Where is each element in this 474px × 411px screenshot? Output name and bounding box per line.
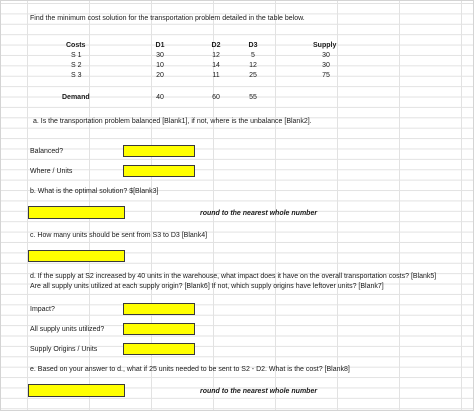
impact-label: Impact? xyxy=(30,306,55,313)
question-a: a. Is the transportation problem balanced [Blank1], if not, where is the unbalance [Blank2]. xyxy=(33,118,312,125)
supply-cell[interactable]: 30 xyxy=(322,52,330,59)
column-header-d2: D2 xyxy=(211,42,221,49)
demand-cell[interactable]: 55 xyxy=(249,94,257,101)
row-label-s2: S 2 xyxy=(71,62,82,69)
cost-cell[interactable]: 30 xyxy=(156,52,164,59)
impact-answer-input[interactable] xyxy=(123,303,195,315)
cost-cell[interactable]: 12 xyxy=(249,62,257,69)
supply-origins-label: Supply Origins / Units xyxy=(30,346,98,353)
optimal-solution-input[interactable] xyxy=(28,206,125,219)
demand-label: Demand xyxy=(62,94,90,101)
question-e: e. Based on your answer to d., what if 25 units needed to be sent to S2 - D2. What is the cost? [Blank8] xyxy=(30,366,350,373)
where-units-label: Where / Units xyxy=(30,168,73,175)
question-b: b. What is the optimal solution? $[Blank3] xyxy=(30,188,159,195)
supply-utilized-label: All supply units utilized? xyxy=(30,326,105,333)
demand-cell[interactable]: 40 xyxy=(156,94,164,101)
cost-cell[interactable]: 10 xyxy=(156,62,164,69)
cost-cell[interactable]: 25 xyxy=(249,72,257,79)
balanced-label: Balanced? xyxy=(30,148,64,155)
cost-answer-input[interactable] xyxy=(28,384,125,397)
supply-utilized-answer-input[interactable] xyxy=(123,323,195,335)
where-units-answer-input[interactable] xyxy=(123,165,195,177)
supply-cell[interactable]: 30 xyxy=(322,62,330,69)
supply-header: Supply xyxy=(313,42,337,49)
column-header-d1: D1 xyxy=(155,42,165,49)
cost-cell[interactable]: 20 xyxy=(156,72,164,79)
row-label-s1: S 1 xyxy=(71,52,82,59)
demand-cell[interactable]: 60 xyxy=(212,94,220,101)
row-label-s3: S 3 xyxy=(71,72,82,79)
balanced-answer-input[interactable] xyxy=(123,145,195,157)
supply-origins-answer-input[interactable] xyxy=(123,343,195,355)
question-c: c. How many units should be sent from S3 to D3 [Blank4] xyxy=(30,232,208,239)
supply-cell[interactable]: 75 xyxy=(322,72,330,79)
table-corner-label: Costs xyxy=(66,42,86,49)
question-d-line-2: Are all supply units utilized at each supply origin? [Blank6] If not, which supply origins have leftover units? [Blank7] xyxy=(30,283,384,290)
intro-text: Find the minimum cost solution for the transportation problem detailed in the table below. xyxy=(30,15,305,22)
round-note: round to the nearest whole number xyxy=(200,388,318,395)
cost-cell[interactable]: 11 xyxy=(212,72,220,79)
cost-cell[interactable]: 14 xyxy=(212,62,220,69)
round-note: round to the nearest whole number xyxy=(200,210,318,217)
s3-d3-units-input[interactable] xyxy=(28,250,125,262)
cost-cell[interactable]: 5 xyxy=(251,52,255,59)
column-header-d3: D3 xyxy=(248,42,258,49)
cost-cell[interactable]: 12 xyxy=(212,52,220,59)
question-d-line-1: d. If the supply at S2 increased by 40 units in the warehouse, what impact does it have on the overall transportation costs? [Blank5] xyxy=(30,273,437,280)
